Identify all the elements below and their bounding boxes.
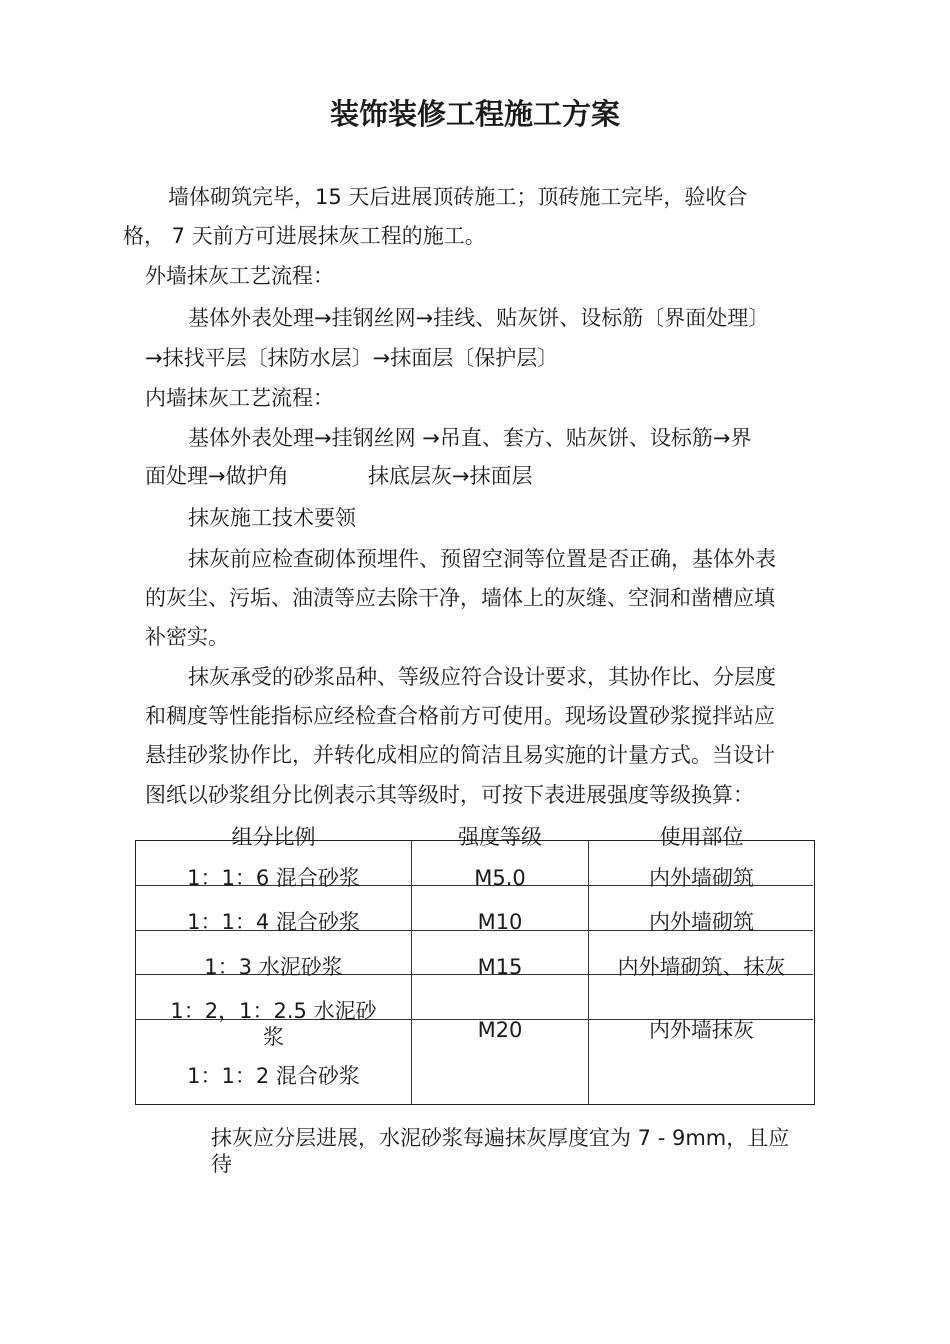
table-cell-ratio: 1：1：6 混合砂浆 bbox=[187, 866, 360, 890]
tech-heading: 抹灰施工技术要领 bbox=[188, 506, 356, 530]
inner-flow-line2a: 面处理→做护角 bbox=[145, 464, 289, 488]
outer-flow-heading: 外墙抹灰工艺流程： bbox=[145, 264, 334, 288]
para2-line2: 的灰尘、污垢、油渍等应去除干净，墙体上的灰缝、空洞和凿槽应填 bbox=[145, 586, 775, 610]
para2-line3: 补密实。 bbox=[145, 625, 229, 649]
table-header-ratio: 组分比例 bbox=[231, 825, 316, 849]
page-title: 装饰装修工程施工方案 bbox=[329, 97, 620, 131]
table-header-grade: 强度等级 bbox=[458, 825, 542, 849]
para3-line1: 抹灰承受的砂浆品种、等级应符合设计要求，其协作比、分层度 bbox=[188, 665, 776, 689]
para2-line1: 抹灰前应检查砌体预埋件、预留空洞等位置是否正确，基体外表 bbox=[188, 547, 776, 571]
table-cell-grade: M15 bbox=[477, 955, 523, 979]
para1-line2: 格， 7 天前方可进展抹灰工程的施工。 bbox=[123, 224, 486, 248]
table-header-use: 使用部位 bbox=[659, 825, 744, 849]
table-cell-use: 内外墙砌筑 bbox=[649, 910, 754, 934]
table-cell-grade: M10 bbox=[477, 910, 523, 934]
table-cell-use: 内外墙抹灰 bbox=[649, 1018, 754, 1042]
table-cell-ratio: 1：3 水泥砂浆 bbox=[204, 955, 343, 979]
para3-line2: 和稠度等性能指标应经检查合格前方可使用。现场设置砂浆搅拌站应 bbox=[145, 704, 775, 728]
inner-flow-line1: 基体外表处理→挂钢丝网 →吊直、套方、贴灰饼、设标筋→界 bbox=[188, 426, 752, 450]
table-cell-grade: M5.0 bbox=[474, 866, 526, 890]
para4-line2: 待 bbox=[211, 1152, 232, 1176]
para4-line1: 抹灰应分层进展，水泥砂浆每遍抹灰厚度宜为 7 - 9mm，且应 bbox=[211, 1126, 790, 1150]
inner-flow-line2b: 抹底层灰→抹面层 bbox=[368, 464, 533, 488]
para3-line3: 悬挂砂浆协作比，并转化成相应的简洁且易实施的计量方式。当设计 bbox=[145, 743, 775, 767]
inner-flow-heading: 内墙抹灰工艺流程： bbox=[145, 386, 334, 410]
para3-line4: 图纸以砂浆组分比例表示其等级时，可按下表进展强度等级换算： bbox=[145, 783, 754, 807]
para1-line1: 墙体砌筑完毕，15 天后进展顶砖施工；顶砖施工完毕，验收合 bbox=[168, 185, 748, 209]
table-cell-grade: M20 bbox=[477, 1018, 523, 1042]
outer-flow-line1: 基体外表处理→挂钢丝网→挂线、贴灰饼、设标筋〔界面处理〕 bbox=[188, 306, 770, 330]
table-cell-use: 内外墙砌筑 bbox=[649, 866, 754, 890]
table-cell-ratio: 1：1：2 混合砂浆 bbox=[187, 1064, 360, 1088]
table-cell-ratio-cont: 浆 bbox=[263, 1025, 284, 1049]
table-cell-use: 内外墙砌筑、抹灰 bbox=[617, 955, 786, 979]
table-cell-ratio: 1：1：4 混合砂浆 bbox=[187, 910, 360, 934]
outer-flow-line2: →抹找平层〔抹防水层〕→抹面层〔保护层〕 bbox=[145, 346, 559, 370]
table-cell-ratio: 1：2，1：2.5 水泥砂 bbox=[170, 999, 377, 1023]
